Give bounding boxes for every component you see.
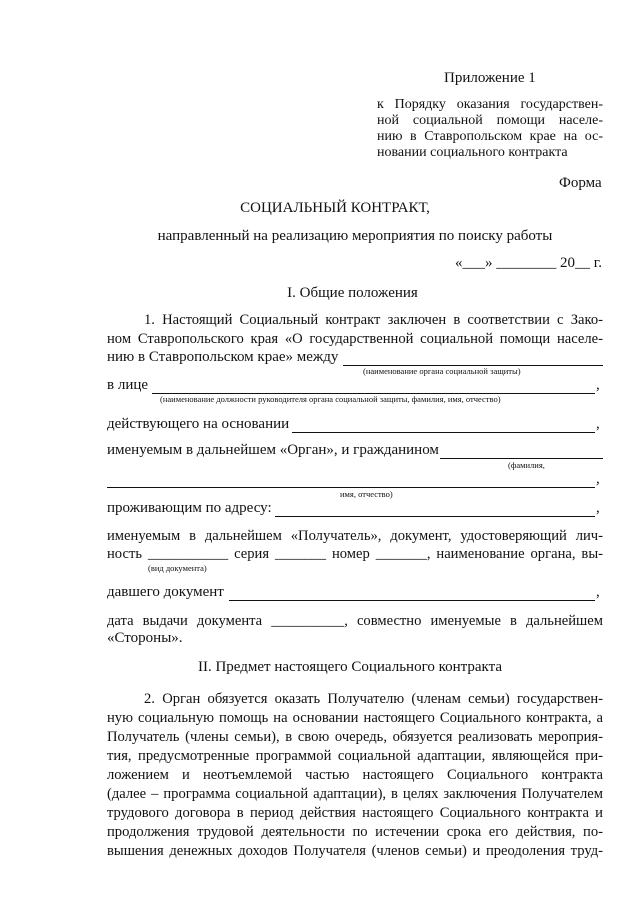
p2-line: Получатель (члены семьи), в свою очередь, обязуется реализовать мероприя- [107,729,603,745]
appendix-line: ной социальной помощи населе- [377,113,603,128]
p2-line: ложением и неотъемлемой частью настоящего Социального контракта [107,767,603,783]
address-blank-line [275,516,595,517]
appendix-line: новании социального контракта [377,145,568,160]
surname-blank-line [440,458,603,459]
acting-basis-label: действующего на основании [107,416,290,432]
section2-heading: II. Предмет настоящего Социального контракта [197,659,503,675]
recipient-line: ность ___________ серия _______ номер _______, наименование органа, вы- [107,546,603,562]
surname-hint: (фамилия, [508,460,545,470]
issue-date-line: «Стороны». [107,630,183,646]
in-person-label: в лице [107,377,149,393]
p2-line: вышения денежных доходов Получателя (членов семьи) и преодоления труд- [107,843,603,859]
doc-kind-hint: (вид документа) [148,563,207,573]
head-hint: (наименование должности руководителя органа социальной защиты, фамилия, имя, отчество) [160,394,501,404]
named-organ-label: именуемым в дальнейшем «Орган», и гражданином [107,442,439,458]
comma: , [596,416,600,432]
date-line: «___» ________ 20__ г. [455,255,602,271]
comma: , [596,500,600,516]
comma: , [596,377,600,393]
p2-line: (далее – программа социальной адаптации), в целях заключения Получателем [107,786,603,802]
appendix-title: Приложение 1 [444,70,536,86]
section1-heading: I. Общие положения [287,285,418,301]
recipient-line: именуемым в дальнейшем «Получатель», документ, удостоверяющий лич- [107,528,603,544]
name-hint: имя, отчество) [340,489,393,499]
p1-line: 1. Настоящий Социальный контракт заключен в соответствии с Зако- [144,312,603,328]
issue-date-line: дата выдачи документа __________, совместно именуемые в дальнейшем [107,613,603,629]
p2-line: продолжения трудовой деятельности по истечении срока его действия, по- [107,824,603,840]
p1-line: нию в Ставропольском крае» между [107,349,339,365]
p2-line: 2. Орган обязуется оказать Получателю (членам семьи) государствен- [144,691,603,707]
contract-subtitle: направленный на реализацию мероприятия по поиску работы [157,228,553,244]
issued-doc-label: давшего документ [107,584,224,600]
p2-line: ную социальную помощь на основании настоящего Социального контракта, а [107,710,603,726]
p2-line: трудового договора в период действия настоящего Социального контракта и [107,805,603,821]
issuer-blank-line [229,600,595,601]
p1-line: ном Ставропольского края «О государственной социальной помощи населе- [107,331,603,347]
form-label: Форма [559,175,602,191]
contract-title: СОЦИАЛЬНЫЙ КОНТРАКТ, [240,200,430,216]
comma: , [596,471,600,487]
address-label: проживающим по адресу: [107,500,272,516]
p2-line: тия, предусмотренные программой социальной адаптации, являющейся при- [107,748,603,764]
basis-blank-line [292,432,595,433]
comma: , [596,584,600,600]
fullname-blank-line [107,487,595,488]
organ-hint: (наименование органа социальной защиты) [363,366,521,376]
appendix-line: нию в Ставропольском крае на ос- [377,129,603,144]
appendix-line: к Порядку оказания государствен- [377,97,603,112]
